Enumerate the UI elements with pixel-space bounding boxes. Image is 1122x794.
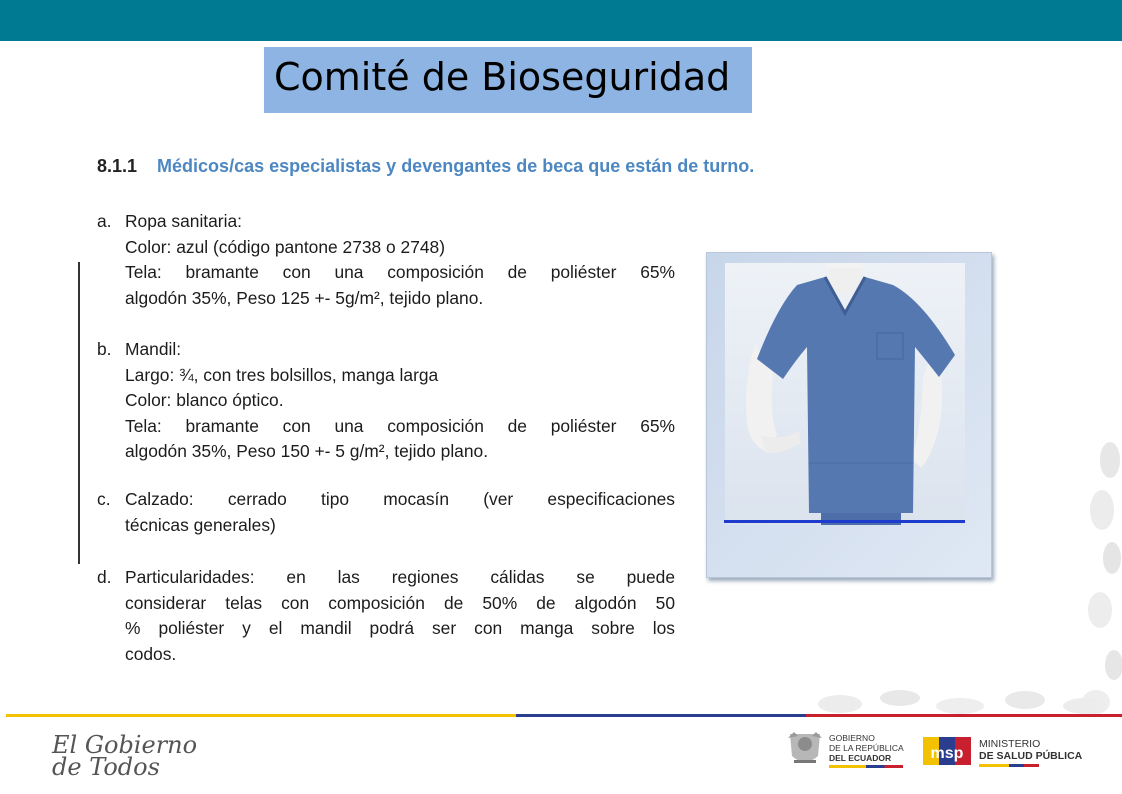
ecuador-coat-of-arms-icon: [786, 730, 824, 770]
item-line: Ropa sanitaria:: [125, 211, 242, 231]
msp-logo: [923, 733, 1083, 774]
revision-bar: [78, 262, 80, 564]
section-number: 8.1.1: [97, 156, 138, 176]
title-box: [264, 47, 752, 113]
item-label: b.: [97, 339, 112, 359]
item-line: Tela: bramante con una composición de poliéster 65%: [125, 262, 675, 282]
footer-line-blue: [516, 714, 806, 717]
slogan-line: de Todos: [52, 753, 160, 781]
item-line: técnicas generales): [125, 514, 276, 535]
logo-tricolor: [979, 764, 1039, 767]
scrubs-photo-frame: [706, 252, 992, 578]
footer-line-red: [806, 714, 1122, 717]
scrubs-illustration: [725, 263, 965, 525]
logo-line: DEL ECUADOR: [829, 753, 892, 763]
item-line: considerar telas con composición de 50% de algodón 50: [125, 592, 675, 613]
item-label: d.: [97, 567, 112, 587]
decorative-leaves: [1072, 440, 1122, 720]
msp-mark-icon: [923, 733, 971, 769]
section-heading: [97, 156, 754, 177]
logo-line: MINISTERIO: [979, 738, 1041, 750]
item-label: a.: [97, 211, 112, 231]
list-item-d: [97, 565, 675, 667]
item-line: Largo: ¾, con tres bolsillos, manga larga: [125, 364, 439, 385]
item-line: codos.: [125, 643, 177, 664]
scrubs-photo: [725, 263, 965, 525]
list-item-c: [97, 487, 675, 538]
msp-mark-text: msp: [930, 745, 964, 762]
item-line: % poliéster y el mandil podrá ser con manga sobre los: [125, 618, 675, 638]
footer-line-yellow: [6, 714, 516, 717]
gobierno-ecuador-text: [829, 733, 904, 768]
decorative-leaves-bottom: [810, 686, 1122, 714]
item-line: Tela: bramante con una composición de poliéster 65%: [125, 415, 675, 436]
item-label: c.: [97, 489, 111, 509]
page-title: Comité de Bioseguridad: [274, 55, 731, 99]
logo-line: GOBIERNO: [829, 733, 875, 743]
logo-tricolor: [829, 765, 903, 768]
list-item-b: [97, 337, 675, 465]
gobierno-slogan: [52, 731, 198, 781]
item-line: Color: azul (código pantone 2738 o 2748): [125, 236, 446, 257]
item-line: Color: blanco óptico.: [125, 390, 284, 410]
item-line: Calzado: cerrado tipo mocasín (ver especificaciones: [125, 489, 675, 509]
list-item-a: [97, 209, 675, 311]
logo-line: DE LA REPÚBLICA: [829, 743, 904, 753]
msp-text: [979, 738, 1082, 767]
logo-line: DE SALUD PÚBLICA: [979, 750, 1083, 762]
section-title: Médicos/cas especialistas y devengantes de beca que están de turno.: [157, 156, 755, 176]
item-line: algodón 35%, Peso 150 +- 5 g/m², tejido plano.: [125, 441, 489, 461]
item-line: algodón 35%, Peso 125 +- 5g/m², tejido plano.: [125, 287, 484, 308]
photo-underline: [724, 520, 965, 523]
item-line: Particularidades: en las regiones cálidas se puede: [125, 567, 675, 587]
item-line: Mandil:: [125, 339, 182, 359]
top-header-bar: [0, 0, 1122, 41]
slogan-line: El Gobierno: [52, 731, 198, 759]
